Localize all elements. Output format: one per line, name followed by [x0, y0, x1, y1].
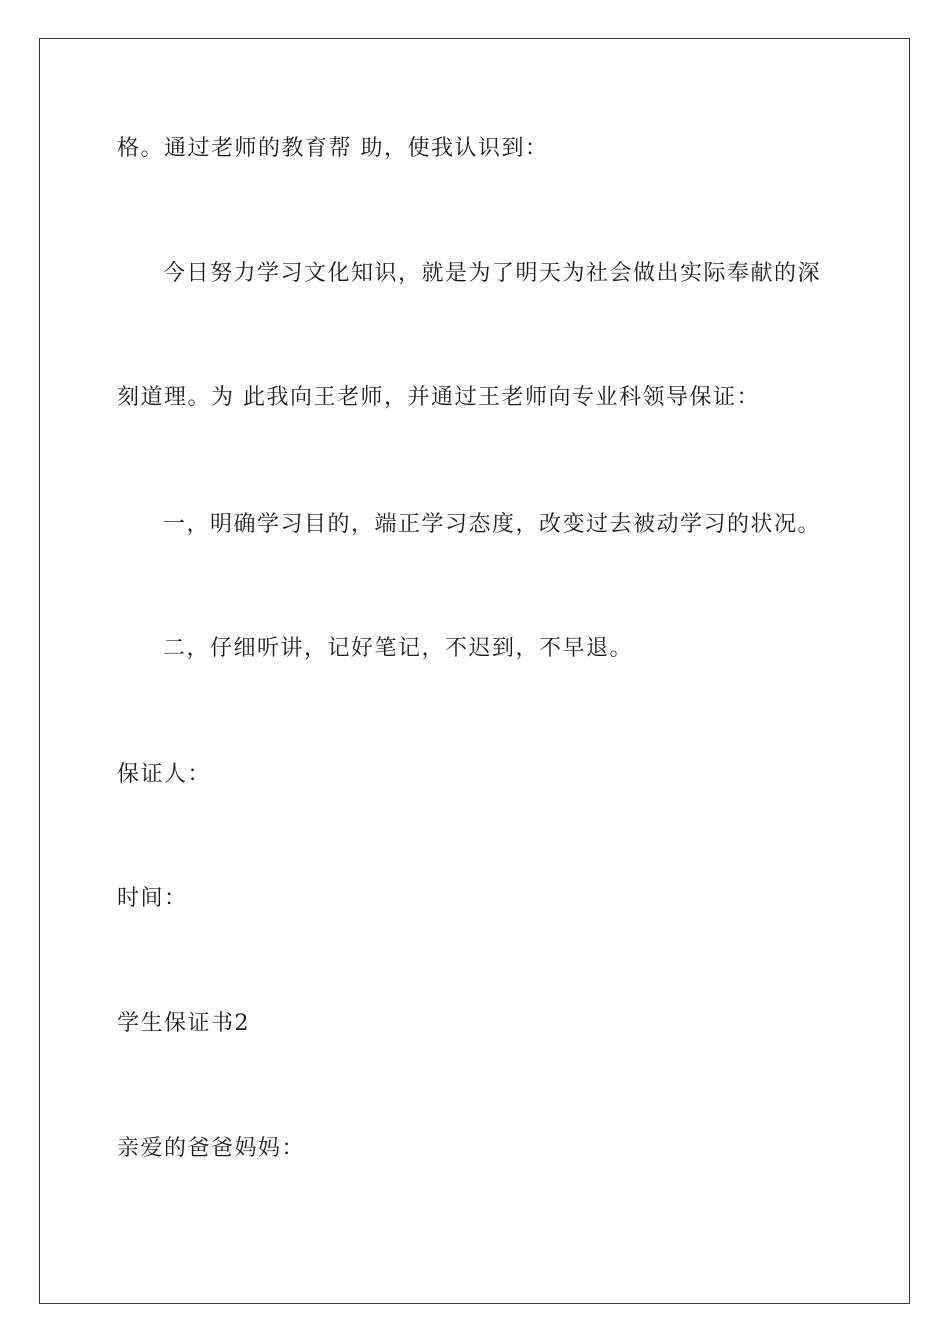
- salutation: 亲爱的爸爸妈妈：: [117, 1136, 306, 1161]
- paragraph-study-purpose-continued: 刻道理。为 此我向王老师，并通过王老师向专业科领导保证：: [117, 385, 760, 410]
- paragraph-study-purpose: 今日努力学习文化知识，就是为了明天为社会做出实际奉献的深: [163, 261, 822, 286]
- pledge-item-two: 二，仔细听讲，记好笔记，不迟到，不早退。: [163, 636, 634, 661]
- page-border: [39, 38, 910, 1304]
- guarantor-label: 保证人：: [117, 762, 212, 787]
- date-label: 时间：: [117, 886, 188, 911]
- paragraph-continuation: 格。通过老师的教育帮 助，使我认识到：: [117, 136, 549, 161]
- pledge-item-one: 一，明确学习目的，端正学习态度，改变过去被动学习的状况。: [163, 512, 822, 537]
- section-title: 学生保证书2: [117, 1011, 250, 1036]
